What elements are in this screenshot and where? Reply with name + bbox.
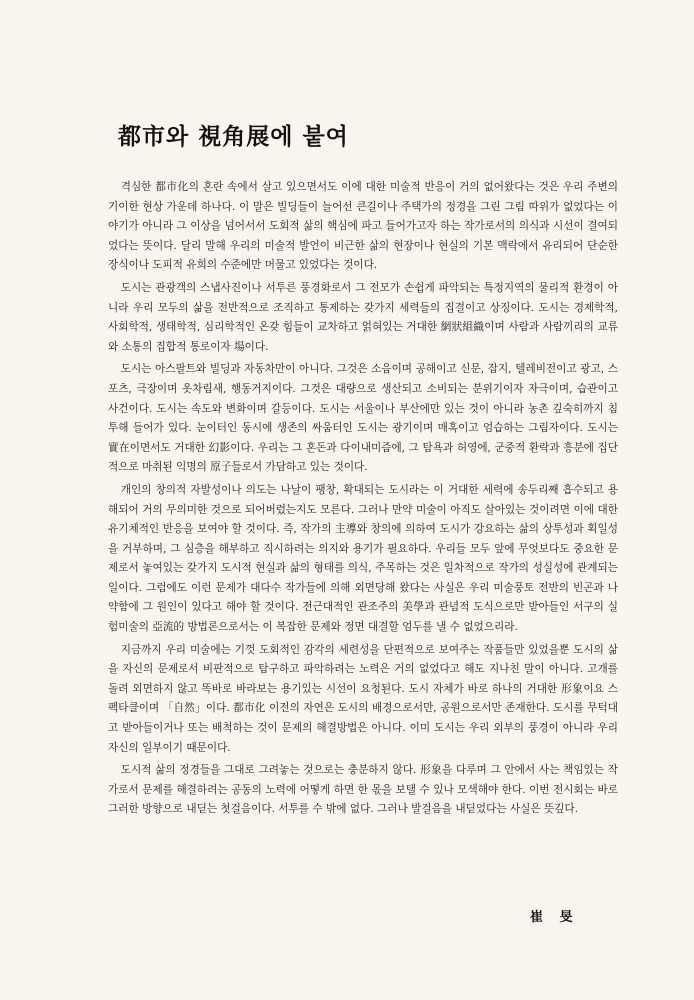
- paragraph: 도시적 삶의 정경들을 그대로 그려놓는 것으로는 충분하지 않다. 形象을 다루며 그 안에서 사는 책임있는 작가로서 문제를 해결하려는 공동의 노력에 어떻게 하면 한 몫을 보탤 수 있나 모색해야 한다. 이번 전시회는 바로 그러한 방향으로 내딛는 첫걸음이다. 서투를 수 밖에 없다. 그러나 발걸음을 내딛었다는 사실은 뜻깊다.: [108, 764, 618, 816]
- paragraph: 지금까지 우리 미술에는 기껏 도회적인 감각의 세련성을 단편적으로 보여주는 작품들만 있었을뿐 도시의 삶을 자신의 문제로서 비판적으로 탐구하고 파악하려는 노력은 거의 없었다고 해도 지나친 말이 아니다. 고개를 돌려 외면하지 않고 똑바로 바라보는 용기있는 시선이 요청된다. 도시 자체가 바로 하나의 거대한 形象이요 스펙타클이며 「自然」이다. 都市化 이전의 자연은 도시의 배경으로서만, 공원으로서만 존재한다. 도시를 무턱대고 받아들이거나 또는 배척하는 것이 문제의 해결방법은 아니다. 이미 도시는 우리 외부의 풍경이 아니라 우리 자신의 일부이기 때문이다.: [108, 643, 618, 754]
- paragraph: 개인의 창의적 자발성이나 의도는 나날이 팽창, 확대되는 도시라는 이 거대한 세력에 송두리째 흡수되고 용해되어 거의 무의미한 것으로 되어버렸는지도 모른다. 그러나 만약 미술이 아직도 살아있는 것이려면 이에 대한 유기체적인 반응을 보여야 할 것이다. 즉, 작가의 主導와 창의에 의하여 도시가 강요하는 삶의 상투성과 획일성을 거부하며, 그 심층을 해부하고 직시하려는 의지와 용기가 필요하다. 우리들 모두 앞에 무엇보다도 중요한 문제로서 놓여있는 갖가지 도시적 현실과 삶의 형태를 의식, 주목하는 것은 일차적으로 작가의 성실성에 관계되는 일이다. 그럼에도 이런 문제가 대다수 작가들에 의해 외면당해 왔다는 사실은 우리 미술풍토 전반의 빈곤과 나약함에 그 원인이 있다고 해야 할 것이다. 전근대적인 관조주의 美學과 관념적 도식으로만 받아들인 서구의 실험미술의 亞流的 방법론으로서는 이 복잡한 문제와 정면 대결할 엄두를 낼 수 없었으리라.: [108, 483, 618, 634]
- paragraph: 도시는 관광객의 스냅사진이나 서투른 풍경화로서 그 전모가 손쉽게 파악되는 특정지역의 물리적 환경이 아니라 우리 모두의 삶을 전반적으로 조직하고 통제하는 갖가지 세력들의 집결이고 상징이다. 도시는 경제학적, 사회학적, 생태학적, 심리학적인 온갖 힘들이 교차하고 얽혀있는 거대한 網狀組織이며 사람과 사람끼리의 교류와 소통의 집합적 통로이자 場이다.: [108, 281, 618, 353]
- paragraph: 격심한 都市化의 혼란 속에서 살고 있으면서도 이에 대한 미술적 반응이 거의 없어왔다는 것은 우리 주변의 기이한 현상 가운데 하나다. 이 말은 빌딩들이 늘어선 큰길이나 주택가의 정경을 그린 그림 따위가 없었다는 이야기가 아니라 그 이상을 넘어서서 도회적 삶의 핵심에 파고 들어가고자 하는 작가로서의 의식과 시선이 결여되었다는 뜻이다. 달리 말해 우리의 미술적 발언이 비근한 삶의 현장이나 현실의 기본 맥락에서 유리되어 단순한 장식이나 도피적 유희의 수준에만 머물고 있었다는 것이다.: [108, 181, 618, 272]
- paragraph: 도시는 아스팔트와 빌딩과 자동차만이 아니다. 그것은 소음이며 공해이고 신문, 잡지, 텔레비전이고 광고, 스포츠, 극장이며 옷차림새, 행동거지이다. 그것은 대량으로 생산되고 소비되는 분위기이자 자극이며, 습관이고 사건이다. 도시는 속도와 변화이며 갈등이다. 도시는 서울이나 부산에만 있는 것이 아니라 농촌 깊숙히까지 침투해 들어가 있다. 눈이터인 동시에 생존의 싸움터인 도시는 광기이며 매혹이고 엄습하는 그림자이다. 도시는 實在이면서도 거대한 幻影이다. 우리는 그 혼돈과 다이내미즘에, 그 탐욕과 허영에, 군중적 환락과 흥분에 집단적으로 마취된 익명의 原子들로서 가담하고 있는 것이다.: [108, 363, 618, 474]
- article-body: [108, 178, 618, 823]
- author-signature: 崔 旻: [530, 910, 579, 925]
- article-title: 都市와 視角展에 붙여: [118, 124, 349, 150]
